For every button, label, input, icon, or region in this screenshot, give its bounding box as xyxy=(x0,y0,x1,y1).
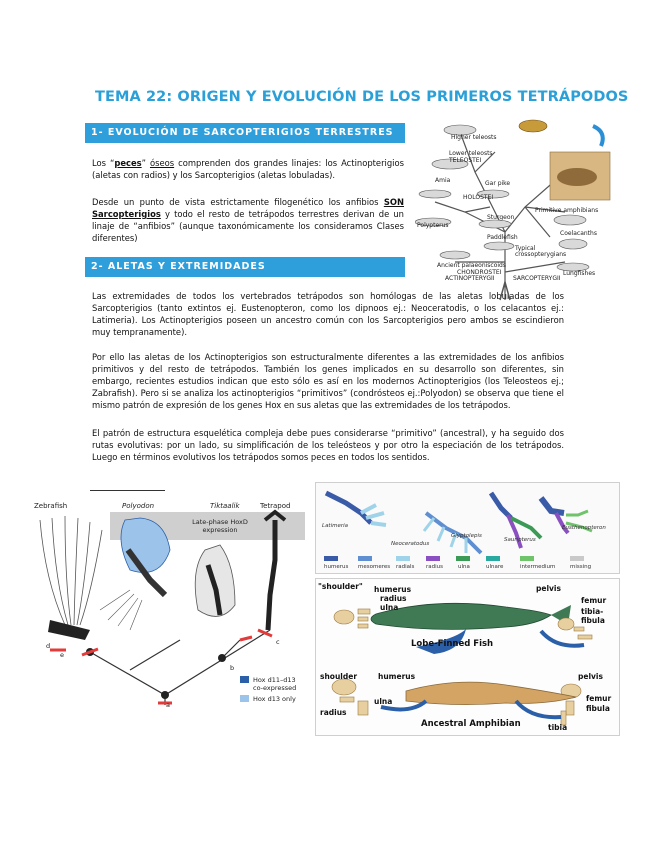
tree-label: HOLOSTEI xyxy=(463,194,494,201)
text-span: y todo el resto de tetrápodos terrestres derivan de un linaje de “anfibios” (aunque taxonómicamente los consideramos Clases diferentes) xyxy=(92,209,404,243)
amphibian-label-pelvis: pelvis xyxy=(578,672,603,681)
text-span: ” xyxy=(141,158,150,168)
species-label-glyptolepis: Glyptolepis xyxy=(451,533,482,539)
legend-label-radius: radius xyxy=(426,564,444,570)
amphibian-label-humerus: humerus xyxy=(378,672,416,681)
node-label-a: a xyxy=(166,701,170,709)
legend-label-ulna: ulna xyxy=(458,564,470,570)
fin-skeleton-comparison-figure xyxy=(315,482,620,574)
tree-label: CHONDROSTEI xyxy=(457,269,502,276)
column-label-polyodon: Polyodon xyxy=(122,502,155,510)
hoxd-band-label: Late-phase HoxD expression xyxy=(192,518,248,534)
text-span: comprenden dos grandes linajes: los Actinopterigios (aletas con radios) y los Sarcopterigios (aletas lobuladas). xyxy=(92,158,404,180)
section-1-heading: 1- EVOLUCIÓN DE SARCOPTERIGIOS TERRESTRES xyxy=(85,123,405,143)
amphibian-label-ulna: ulna xyxy=(374,697,393,706)
legend-swatch-intermedium xyxy=(520,556,534,561)
tree-label: Primitive amphibians xyxy=(535,207,599,214)
node-label-c: c xyxy=(276,638,280,646)
text-span: Desde un punto de vista estrictamente filogenético los anfibios xyxy=(92,197,384,207)
tree-label: Ancient palaeoniscoids xyxy=(437,262,506,269)
legend-label-coexpressed: Hox d11–d13 co-expressed xyxy=(253,676,297,692)
fish-label-shoulder: "shoulder" xyxy=(318,582,363,591)
tree-label: Amia xyxy=(435,177,451,184)
legend-swatch-radials xyxy=(396,556,410,561)
fish-phylogeny-figure xyxy=(415,112,615,302)
species-label-latimeria: Latimeria xyxy=(322,523,349,529)
tree-label: Lungfishes xyxy=(563,270,596,277)
underlined-term-peces: peces xyxy=(114,158,142,168)
amphibian-label-fibula: fibula xyxy=(586,704,610,713)
column-label-zebrafish: Zebrafish xyxy=(34,502,68,510)
legend-swatch-ulna xyxy=(456,556,470,561)
limb-homology-drawings xyxy=(316,579,620,736)
legend-swatch-ulnare xyxy=(486,556,500,561)
column-label-tiktaalik: Tiktaalik xyxy=(210,502,240,510)
fish-label-ulna: ulna xyxy=(380,603,399,612)
legend-label-d13-only: Hox d13 only xyxy=(253,695,296,703)
legend-label-missing: missing xyxy=(570,564,592,570)
tree-label: Lower teleosts xyxy=(449,150,493,157)
tree-label: TELEOSTEI xyxy=(449,157,482,164)
legend-label-humerus: humerus xyxy=(324,564,349,570)
section-2-paragraph-3: El patrón de estructura esquelética compleja debe pues considerarse “primitivo” (ancestral), y ha seguido dos rutas evolutivas: por un lado, su simplificación de los teleósteos y por otro la especiación de los tetrápodos. Luego en términos evolutivos los tetrápodos somos peces en todos los sentidos. xyxy=(92,428,564,462)
limb-homology-figure xyxy=(315,578,620,736)
fish-label-humerus: humerus xyxy=(374,585,412,594)
tree-label: SARCOPTERYGII xyxy=(513,275,561,282)
tree-label: ACTINOPTERYGII xyxy=(445,275,495,282)
column-label-tetrapod: Tetrapod xyxy=(260,502,291,510)
legend-swatch-mesomeres xyxy=(358,556,372,561)
node-label-b: b xyxy=(230,664,235,672)
fish-label-radius: radius xyxy=(380,594,407,603)
page-title: TEMA 22: ORIGEN Y EVOLUCIÓN DE LOS PRIMEROS TETRÁPODOS xyxy=(95,89,629,105)
tree-label: Typical crossopterygians xyxy=(515,245,567,258)
amphibian-label-radius: radius xyxy=(320,708,347,717)
tree-label: Paddlefish xyxy=(487,234,518,241)
section-2-heading: 2- ALETAS Y EXTREMIDADES xyxy=(85,257,405,277)
fish-label-pelvis: pelvis xyxy=(536,584,561,593)
amphibian-label-tibia: tibia xyxy=(548,723,568,732)
fish-label-tibia: tibia- xyxy=(581,607,604,616)
amphibian-label-femur: femur xyxy=(586,694,612,703)
legend-swatch-humerus xyxy=(324,556,338,561)
node-label-d: d xyxy=(46,642,51,650)
legend-label-radials: radials xyxy=(396,564,415,570)
legend-swatch-coexpressed xyxy=(240,676,249,683)
species-label-sauripterus: Sauripterus xyxy=(504,537,536,543)
section-2-paragraph-1: Las extremidades de todos los vertebrados tetrápodos son homólogas de las aletas lobuladas de los Sarcopterigios (tanto extintos ej. Eustenopteron, como los dipnoos ej.: Neoceratodis, o los celacantos ej.: Latimeria). Los Actinopterigios poseen un ancestro común con los Sarcopterigios pero ambos se escindieron muy tempranamente). xyxy=(92,291,564,337)
legend-swatch-missing xyxy=(570,556,584,561)
tree-label: Coelacanths xyxy=(560,230,597,237)
species-label-neoceratodus: Neoceratodus xyxy=(391,541,430,547)
node-label-e: e xyxy=(60,651,64,659)
hox-expression-figure xyxy=(30,490,310,725)
tree-label: Higher teleosts xyxy=(451,134,497,141)
underlined-term-oseos: óseos xyxy=(149,158,175,168)
tree-label: Sturgeon xyxy=(487,214,515,221)
section-1-paragraph-1 xyxy=(92,157,404,181)
amphibian-label-shoulder: shoulder xyxy=(320,672,358,681)
legend-label-mesomeres: mesomeres xyxy=(358,564,391,570)
fish-label-fibula: fibula xyxy=(581,616,605,625)
section-2-paragraph-2: Por ello las aletas de los Actinopterigios son estructuralmente diferentes a las extremidades de los anfibios primitivos y del resto de tetrápodos. También los genes implicados en su desarrollo son diferentes, sin embargo, recientes estudios indican que esto sólo es así en los modernos Actinopterigios (los Teleosteos ej.; Zabrafish). Pero si se analiza los actinopterigios “primitivos” (condrósteos ej.:Polyodon) se observa que tiene el mismo patrón de expresión de los genes Hox en sus aletas que las extremidades de los tetrápodos. xyxy=(92,352,564,410)
tree-label: Polypterus xyxy=(417,222,449,229)
section-1-paragraph-2 xyxy=(92,196,404,244)
lobe-finned-fish-title: Lobe-Finned Fish xyxy=(411,639,494,649)
text-span: Los “ xyxy=(92,158,115,168)
fish-label-femur: femur xyxy=(581,596,607,605)
species-label-eusthenopteron: Eusthenopteron xyxy=(562,525,606,531)
legend-label-ulnare: ulnare xyxy=(486,564,504,570)
legend-swatch-radius xyxy=(426,556,440,561)
tree-label: Gar pike xyxy=(485,180,511,187)
legend-label-intermedium: intermedium xyxy=(520,564,556,570)
legend-swatch-d13-only xyxy=(240,695,249,702)
underlined-term-sarcopterigios: SON Sarcopterigios xyxy=(92,197,404,219)
ancestral-amphibian-title: Ancestral Amphibian xyxy=(421,719,521,729)
